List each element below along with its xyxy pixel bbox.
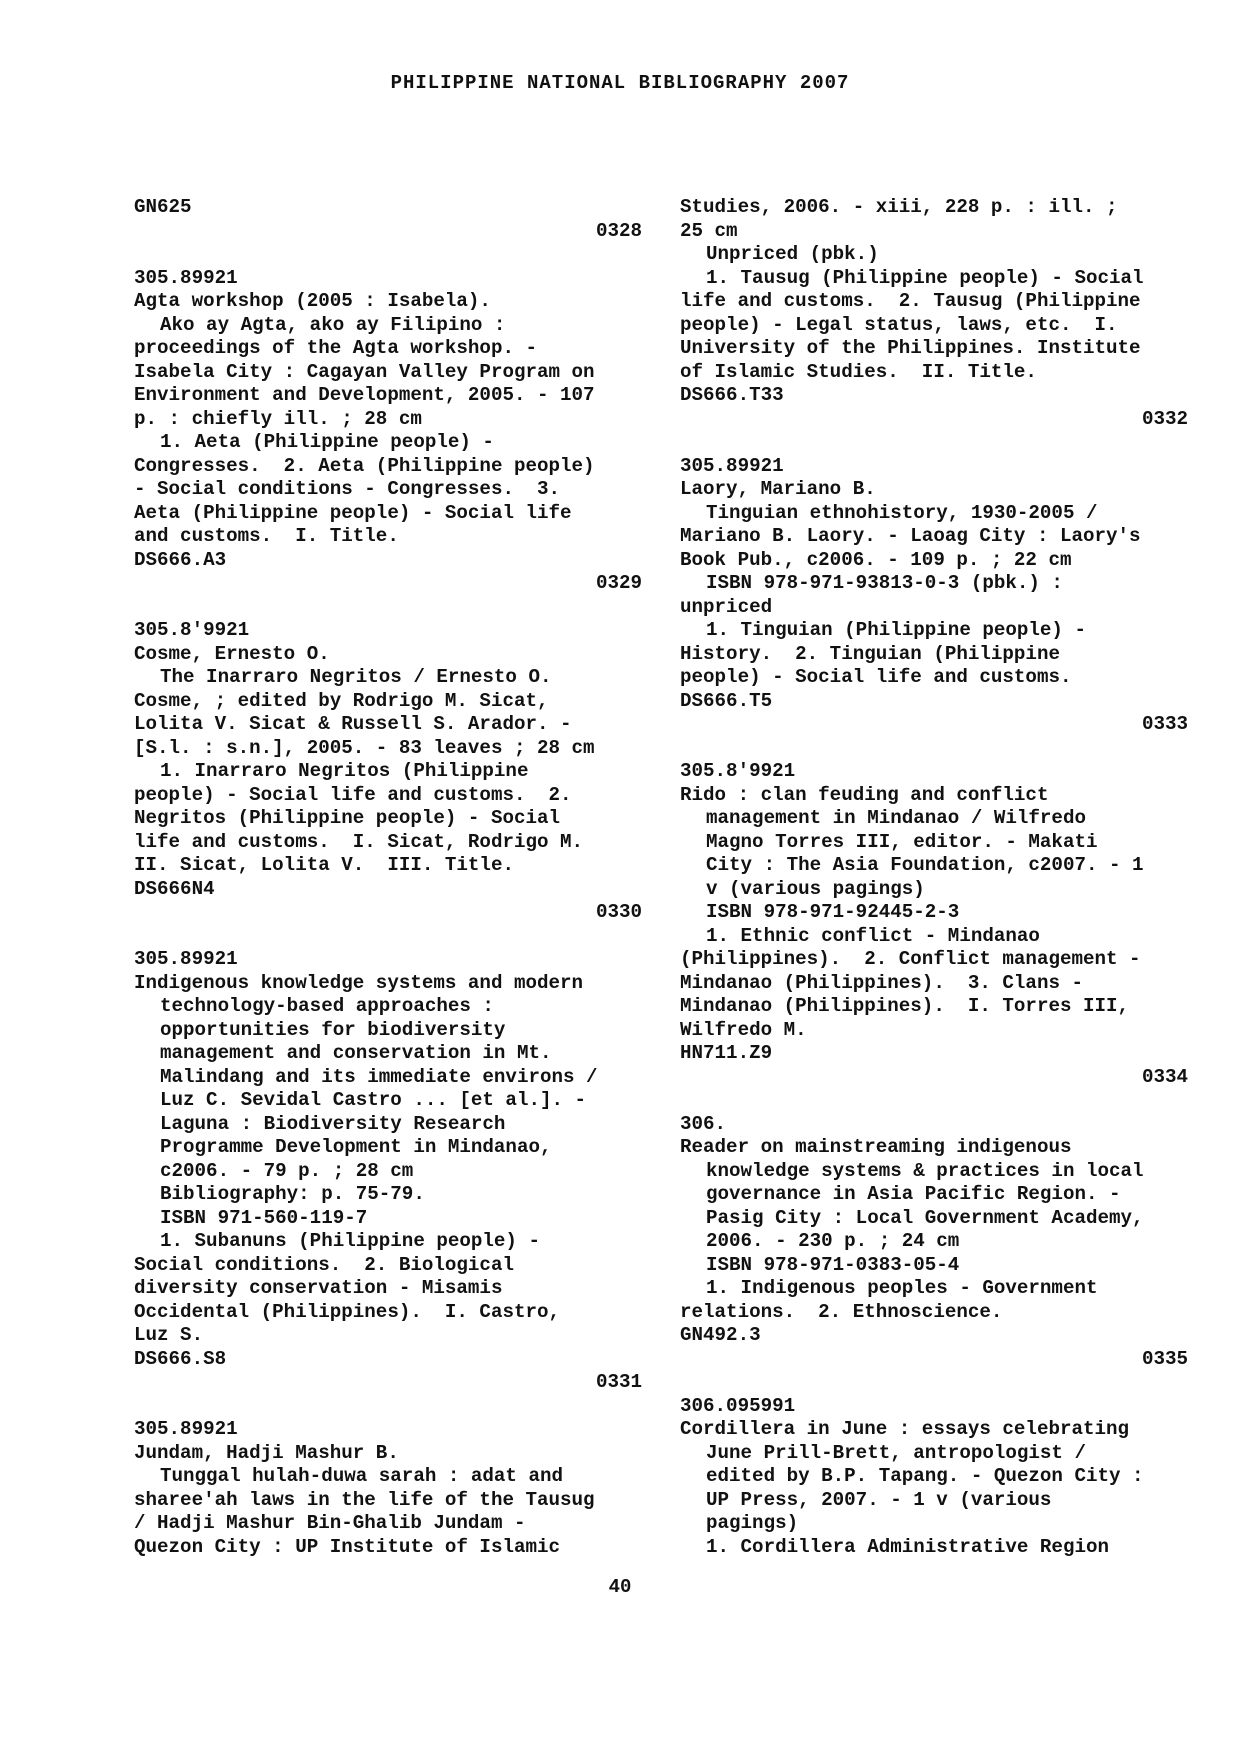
entry-line: unpriced <box>680 595 773 618</box>
entry-line: Social conditions. 2. Biological <box>134 1253 514 1276</box>
entry-line: 305.89921 <box>134 266 238 289</box>
right-column <box>680 196 1188 1559</box>
entry-line: 1. Inarraro Negritos (Philippine <box>160 760 529 782</box>
entry-line: life and customs. I. Sicat, Rodrigo M. <box>134 830 584 853</box>
entry-line: people) - Legal status, laws, etc. I. <box>680 313 1118 336</box>
entry-line: / Hadji Mashur Bin-Ghalib Jundam - <box>134 1512 526 1534</box>
entry-line: Tunggal hulah-duwa sarah : adat and <box>160 1465 564 1487</box>
entry-line: Laory, Mariano B. <box>680 478 876 500</box>
entry-line: DS666N4 <box>134 877 215 900</box>
entry-line: people) - Social life and customs. <box>680 666 1072 688</box>
entry-line: diversity conservation - Misamis <box>134 1277 503 1299</box>
page-number: 40 <box>608 1576 632 1598</box>
entry-number: 0332 <box>1141 407 1188 430</box>
entry-line: HN711.Z9 <box>680 1042 773 1064</box>
entry-line: Luz S. <box>134 1324 204 1346</box>
entry-line: June Prill-Brett, antropologist / <box>706 1441 1086 1464</box>
entry-number: 0330 <box>595 901 642 923</box>
entry-line: Cordillera in June : essays celebrating <box>680 1418 1130 1440</box>
entry-line: v (various pagings) <box>706 877 925 900</box>
entry-line: Agta workshop (2005 : Isabela). <box>134 290 491 312</box>
entry-line: 305.8'9921 <box>680 760 796 782</box>
entry-line: Tinguian ethnohistory, 1930-2005 / <box>706 501 1098 524</box>
blank-line <box>680 431 1188 455</box>
entry-line: GN625 <box>134 196 192 218</box>
entry-number: 0333 <box>1141 713 1188 735</box>
entry-line: Quezon City : UP Institute of Islamic <box>134 1535 561 1558</box>
entry-number: 0329 <box>595 572 642 594</box>
entry-line: Rido : clan feuding and conflict <box>680 783 1049 806</box>
entry-line: Isabela City : Cagayan Valley Program on <box>134 360 595 383</box>
entry-line: 305.89921 <box>134 1418 238 1440</box>
entry-line: Reader on mainstreaming indigenous <box>680 1136 1072 1158</box>
entry-line: c2006. - 79 p. ; 28 cm <box>160 1159 414 1182</box>
entry-line: management and conservation in Mt. <box>160 1042 552 1064</box>
entry-line: 1. Ethnic conflict - Mindanao <box>706 924 1040 947</box>
entry-line: ISBN 978-971-93813-0-3 (pbk.) : <box>706 572 1063 594</box>
entry-line: University of the Philippines. Institute <box>680 337 1141 359</box>
entry-line: 25 cm <box>680 219 738 242</box>
entry-line: Pasig City : Local Government Academy, <box>706 1206 1144 1229</box>
entry-number: 0328 <box>595 219 642 242</box>
entry-line: of Islamic Studies. II. Title. <box>680 360 1037 383</box>
entry-line: Wilfredo M. <box>680 1018 807 1041</box>
entry-line: 305.89921 <box>134 948 238 970</box>
blank-line <box>680 737 1188 761</box>
entry-line: Mindanao (Philippines). I. Torres III, <box>680 995 1130 1017</box>
entry-line: 306.095991 <box>680 1394 796 1417</box>
page-header: PHILIPPINE NATIONAL BIBLIOGRAPHY 2007 <box>390 72 850 94</box>
entry-line: Cosme, Ernesto O. <box>134 642 330 665</box>
entry-line: Studies, 2006. - xiii, 228 p. : ill. ; <box>680 196 1118 218</box>
entry-line: pagings) <box>706 1512 799 1534</box>
entry-number: 0335 <box>1141 1347 1188 1370</box>
entry-line: Mindanao (Philippines). 3. Clans - <box>680 971 1084 994</box>
entry-line: Malindang and its immediate environs / <box>160 1065 598 1088</box>
entry-line: Laguna : Biodiversity Research <box>160 1112 506 1135</box>
entry-line: p. : chiefly ill. ; 28 cm <box>134 407 422 430</box>
entry-line: Indigenous knowledge systems and modern <box>134 971 584 994</box>
entry-line: [S.l. : s.n.], 2005. - 83 leaves ; 28 cm <box>134 736 595 759</box>
entry-line: management in Mindanao / Wilfredo <box>706 807 1086 829</box>
entry-line: UP Press, 2007. - 1 v (various <box>706 1488 1052 1511</box>
entry-line: 1. Indigenous peoples - Government <box>706 1277 1098 1299</box>
entry-line: Unpriced (pbk.) <box>706 243 879 265</box>
entry-line: History. 2. Tinguian (Philippine <box>680 642 1060 665</box>
entry-line: sharee'ah laws in the life of the Tausug <box>134 1488 595 1511</box>
blank-line <box>134 596 642 620</box>
entry-line: Jundam, Hadji Mashur B. <box>134 1441 399 1464</box>
entry-line: people) - Social life and customs. 2. <box>134 783 572 806</box>
entry-line: proceedings of the Agta workshop. - <box>134 337 538 359</box>
entry-line: Bibliography: p. 75-79. <box>160 1183 425 1205</box>
entry-line: governance in Asia Pacific Region. - <box>706 1183 1121 1205</box>
entry-line: life and customs. 2. Tausug (Philippine <box>680 290 1141 312</box>
blank-line <box>680 1371 1188 1395</box>
entry-line: 1. Subanuns (Philippine people) - <box>160 1230 540 1252</box>
entry-line: ISBN 978-971-92445-2-3 <box>706 901 960 923</box>
entry-line: Negritos (Philippine people) - Social <box>134 807 561 829</box>
entry-line: 1. Tinguian (Philippine people) - <box>706 619 1086 641</box>
entry-line: City : The Asia Foundation, c2007. - 1 <box>706 854 1144 876</box>
entry-line: edited by B.P. Tapang. - Quezon City : <box>706 1465 1144 1487</box>
entry-line: Lolita V. Sicat & Russell S. Arador. - <box>134 713 572 735</box>
entry-number: 0331 <box>595 1371 642 1393</box>
entry-line: ISBN 971-560-119-7 <box>160 1206 368 1229</box>
entry-line: ISBN 978-971-0383-05-4 <box>706 1253 960 1276</box>
entry-line: 306. <box>680 1112 727 1135</box>
entry-line: Ako ay Agta, ako ay Filipino : <box>160 313 506 336</box>
left-column <box>134 196 642 1559</box>
entry-line: Congresses. 2. Aeta (Philippine people) <box>134 454 595 477</box>
entry-line: opportunities for biodiversity <box>160 1018 506 1041</box>
entry-line: - Social conditions - Congresses. 3. <box>134 478 561 500</box>
entry-line: 1. Aeta (Philippine people) - <box>160 431 494 453</box>
entry-line: and customs. I. Title. <box>134 525 399 547</box>
entry-line: 305.89921 <box>680 454 784 477</box>
entry-line: Cosme, ; edited by Rodrigo M. Sicat, <box>134 689 549 712</box>
entry-line: relations. 2. Ethnoscience. <box>680 1300 1003 1323</box>
entry-line: DS666.T33 <box>680 384 784 406</box>
entry-line: Book Pub., c2006. - 109 p. ; 22 cm <box>680 548 1072 571</box>
entry-line: Occidental (Philippines). I. Castro, <box>134 1300 561 1323</box>
entry-line: 2006. - 230 p. ; 24 cm <box>706 1230 960 1252</box>
entry-line: Luz C. Sevidal Castro ... [et al.]. - <box>160 1089 587 1111</box>
entry-line: 1. Tausug (Philippine people) - Social <box>706 266 1144 289</box>
entry-line: Programme Development in Mindanao, <box>160 1136 552 1158</box>
entry-line: (Philippines). 2. Conflict management - <box>680 948 1141 970</box>
entry-line: II. Sicat, Lolita V. III. Title. <box>134 854 514 876</box>
entry-line: knowledge systems & practices in local <box>706 1159 1144 1182</box>
entry-line: DS666.S8 <box>134 1347 227 1370</box>
entry-line: Aeta (Philippine people) - Social life <box>134 501 572 524</box>
blank-line <box>134 925 642 949</box>
blank-line <box>134 1395 642 1419</box>
entry-line: 305.8'9921 <box>134 619 250 641</box>
entry-line: Magno Torres III, editor. - Makati <box>706 830 1098 853</box>
entry-line: The Inarraro Negritos / Ernesto O. <box>160 666 552 688</box>
entry-line: Environment and Development, 2005. - 107 <box>134 384 595 406</box>
blank-line <box>680 1089 1188 1113</box>
entry-line: GN492.3 <box>680 1324 761 1346</box>
entry-line: 1. Cordillera Administrative Region <box>706 1535 1110 1558</box>
entry-line: DS666.A3 <box>134 548 227 571</box>
entry-line: DS666.T5 <box>680 689 773 712</box>
entry-line: technology-based approaches : <box>160 995 494 1017</box>
blank-line <box>134 243 642 267</box>
entry-line: Mariano B. Laory. - Laoag City : Laory's <box>680 525 1141 547</box>
entry-number: 0334 <box>1141 1065 1188 1088</box>
